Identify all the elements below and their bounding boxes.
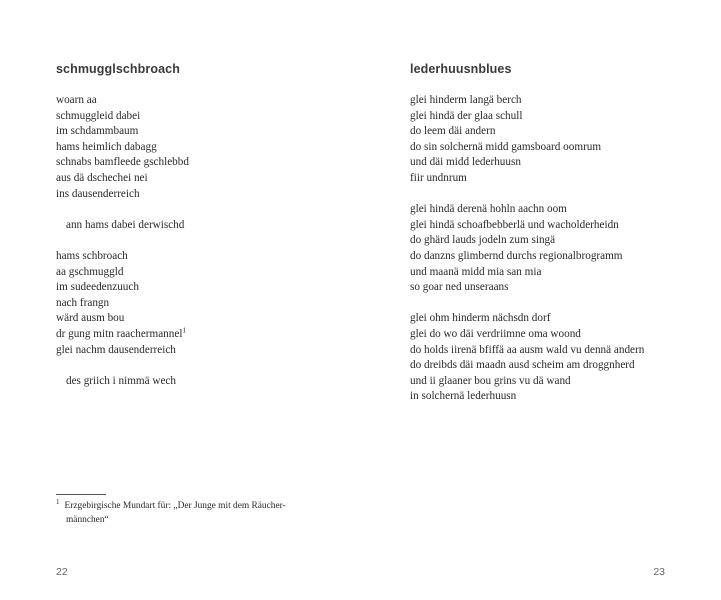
- poem-line: so goar ned unseraans: [410, 281, 509, 294]
- poem-line: ins dausenderreich: [56, 187, 140, 200]
- poem-line: glei nachm dausenderreich: [56, 343, 176, 356]
- page-number: 23: [653, 566, 665, 578]
- poem-line: im schdammbaum: [56, 125, 139, 138]
- page-number: 22: [56, 566, 68, 578]
- poem-line: aus dä dschechei nei: [56, 171, 148, 184]
- poem-line: woarn aa: [56, 94, 97, 106]
- left-page: [0, 0, 360, 600]
- poem-line: aa gschmuggld: [56, 265, 124, 278]
- stanza-indented: [56, 218, 189, 234]
- poem-line: schnabs bamfleede gschlebbd: [56, 156, 189, 169]
- poem-line: und ii glaaner bou grins vu dä wand: [410, 374, 571, 387]
- poem-line: nach frangn: [56, 296, 110, 309]
- footnote-text: Erzgebirgische Mundart für: „Der Junge mit dem Räucher-: [64, 501, 286, 511]
- footnote-line: männchen“: [66, 514, 109, 525]
- poem-line: do ghärd lauds jodeln zum singä: [410, 234, 556, 247]
- poem-line: glei hindä der glaa schull: [410, 109, 523, 122]
- stanza: [56, 93, 189, 202]
- right-page: [360, 0, 721, 600]
- poem-line: do dreibds däi maadn ausd scheim am droggnherd: [410, 359, 635, 372]
- poem-line: im sudeedenzuuch: [56, 281, 139, 294]
- poem-line: glei hindä schoafbebberlä und wacholderheidn: [410, 218, 619, 231]
- poem-line: glei hinderm langä berch: [410, 94, 522, 106]
- poem-line: glei hindä derenä hohln aachn oom: [410, 203, 567, 216]
- poem-line: glei ohm hinderm nächsdn dorf: [410, 312, 551, 325]
- stanza: [410, 93, 644, 187]
- stanza-indented: [56, 374, 189, 390]
- poem-title: schmugglschbroach: [56, 62, 180, 76]
- poem-line: glei do wo däi verdriimne oma woond: [410, 327, 581, 340]
- poem-line: schmuggleid dabei: [56, 109, 141, 122]
- stanza: [56, 249, 189, 358]
- poem-line: ann hams dabei derwischd: [66, 218, 185, 231]
- poem-line: do sin solchernä midd gamsboard oomrum: [410, 140, 602, 153]
- stanza: [410, 311, 644, 405]
- footnote-line: [56, 497, 316, 514]
- poem-line: hams schbroach: [56, 249, 128, 262]
- poem-line: do leem däi andern: [410, 125, 496, 138]
- poem-line: do danzns glimbernd durchs regionalbrogramm: [410, 249, 623, 262]
- poem-line: wärd ausm bou: [56, 312, 125, 325]
- footnote-mark: 1: [56, 497, 60, 506]
- poem-line: des griich i nimmä wech: [66, 374, 176, 387]
- poem-line: und maanä midd mia san mia: [410, 265, 542, 278]
- poem-body: [56, 93, 189, 405]
- poem-line: fiir undnrum: [410, 171, 467, 184]
- footnote-divider: [56, 494, 106, 495]
- poem-line-with-footnote: [56, 327, 189, 343]
- poem-line: und däi midd lederhuusn: [410, 156, 521, 169]
- poem-title: lederhuusnblues: [410, 62, 512, 76]
- poem-line: in solchernä lederhuusn: [410, 390, 517, 403]
- poem-line-text: dr gung mitn raachermannel: [56, 327, 183, 340]
- poem-line: do holds iirenä bfiffä aa ausm wald vu dennä andern: [410, 343, 645, 356]
- poem-body: [410, 93, 644, 420]
- footnote-reference[interactable]: 1: [182, 326, 186, 335]
- stanza: [410, 202, 644, 296]
- footnote: [56, 497, 316, 527]
- poem-line: hams heimlich dabagg: [56, 140, 157, 153]
